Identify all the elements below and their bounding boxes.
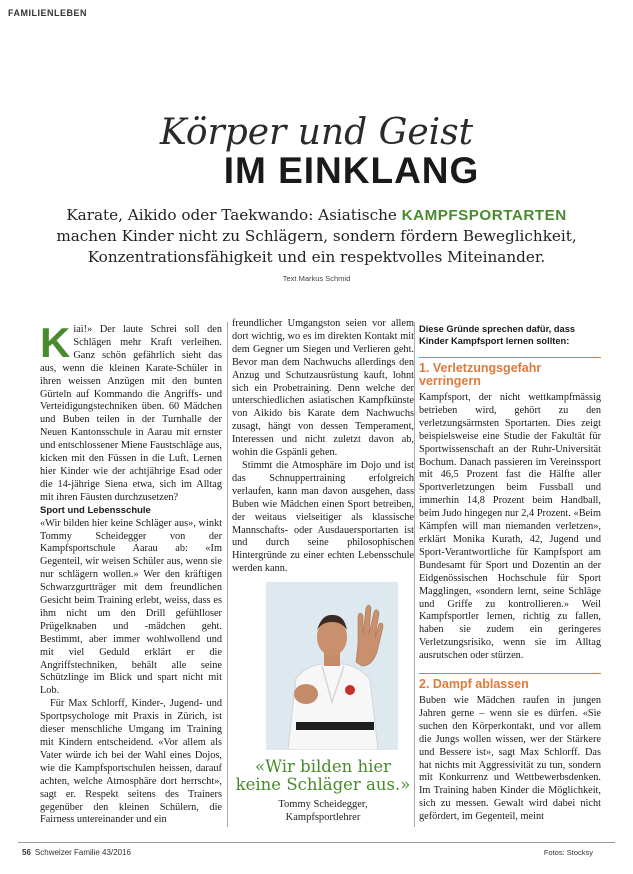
col1-paragraph-1 (40, 319, 222, 505)
pull-quote: «Wir bilden hier keine Schläger aus.» (235, 757, 411, 794)
section-label: FAMILIENLEBEN (8, 8, 88, 18)
pull-quote-attribution (232, 798, 414, 824)
photo-credit: Fotos: Stocksy (543, 848, 593, 857)
column-divider-1 (227, 322, 228, 827)
sidebar-rule-2 (419, 673, 601, 674)
karate-teacher-photo (266, 582, 398, 750)
pull-quote-role: Kampfsportlehrer (285, 812, 361, 823)
col1-paragraph-3: Für Max Schlorff, Kinder-, Jugend- und Sportpsychologe mit Praxis in Zürich, ist dieser menschliche Umgang im Training mit Kindern entscheidend. «Vor allem als Vater würde ich bei der Wahl eines Dojos, wie die Kampfsportschulen heissen, darauf achten, welche Atmosphäre dort herrscht», sagt er. Respekt seitens des Trainers gegenüber den kleinen Schülern, die Fairness untereinander und ein (40, 698, 222, 826)
column-divider-2 (414, 322, 415, 827)
sidebar-intro: Diese Gründe sprechen dafür, dass Kinder Kampfsport lernen sollten: (419, 324, 576, 346)
karate-teacher-illustration (266, 582, 398, 750)
col2-paragraph-1: freundlicher Umgangston seien vor allem dort wichtig, wo es im direkten Kontakt mit dem Gegner um Siegen und Verlieren geht. Bevor man dem Nachwuchs allerdings den Anzug und Schutzausrüstung kauft, lohnt sich ein Probetraining. Denn welche der unterschiedlichen asiatischen Kampfkünste von Aikido bis Karate dem Nachwuchs zusagt, hängt von dessen Temperament, Interessen und nicht zuletzt davon ab, wohin die Gspänli gehen. (232, 318, 414, 459)
headline-line1: Körper und Geist (159, 112, 474, 153)
column-3-sidebar (419, 323, 601, 824)
footer-rule (18, 842, 615, 843)
byline: Text Markus Schmid (282, 274, 351, 283)
sidebar-paragraph-1: Kampfsport, der nicht wettkampfmässig betrieben wird, gehört zu den verletzungsärmsten Sportarten. Dies zeigt beispielsweise eine Studie der Fakultät für Sportwissenschaft an der Ruhr-Universität Bochum. Danach passieren im Vereinssport mit 46,5 Prozent fast die Hälfte aller Sportverletzungen beim Fussball und immerhin 14,8 Prozent beim Handball, beim Judo hingegen nur 2,4 Prozent. «Beim Kämpfen will man niemanden verletzen», erklärt Monika Kurath, 42, Jugend und Sport-Verantwortliche für Kampfsport am Bundesamt für Sport und Dozentin an der Eidgenössischen Hochschule für Sport Magglingen, «sondern lernt, seine Schläge und Griffe zu kontrollieren.» Weil Kampfsportler lernen, richtig zu fallen, haben sie zudem ein geringeres Verletzungsrisiko, wenn sie im Alltag ausrutschen oder stürzen. (419, 392, 601, 662)
sidebar-paragraph-2: Buben wie Mädchen raufen in jungen Jahren gerne – wenn sie es dürfen. «Sie suchen den Körperkontakt, und vor allem die Jungs wollen wissen, wer der Stärkere und Bessere ist», sagt Max Schlorff. Das hat nichts mit Aggressivität zu tun, sondern mit Konkurrenz und Wettbewerbsdenken. Im Training haben Kinder die Möglichkeit, sich zu messen. Gewalt wird dabei nicht gefördert, im Gegenteil, meint (419, 695, 601, 823)
column-2 (232, 318, 414, 576)
col2-paragraph-2: Stimmt die Atmosphäre im Dojo und ist das Schnuppertraining erfolgreich verlaufen, kann man davon ausgehen, dass Buben wie Mädchen einen Sport betreiben, der weitaus vielseitiger als klassische Mannschafts- oder Ausdauersportarten ist und durch seine philosophischen Hintergründe zu einer echten Lebensschule werden kann. (232, 459, 414, 575)
lead-keyword: KAMPFSPORTARTEN (401, 207, 567, 224)
page-number: 56 (22, 848, 31, 857)
column-1 (40, 319, 222, 827)
drop-cap: K (40, 319, 71, 366)
sidebar-heading-1: 1. Verletzungsgefahr verringern (419, 361, 542, 388)
col1-text-1: iai!» Der laute Schrei soll den Schlägen mehr Kraft verleihen. Ganz schön gefährlich sieht das aus, wenn die kleinen Karate-Schüler in ihren weissen Anzügen mit den bunten Gürteln auf Kommando die Angriffs- und Verteidigungstechniken üben. 60 Mädchen und Buben teilen in der Turnhalle der Neuen Kantonsschule in Aarau mit ernster und entschlossener Miene Faustschläge aus, kicken mit den Füssen in die Luft. Lernen hier Kinder wie der achtjährige Esad oder die 14-jährige Siena etwa, sich im Alltag mit ihren Fäusten durchzusetzen? (40, 324, 222, 503)
footer-left (22, 848, 131, 857)
col1-paragraph-2: «Wir bilden hier keine Schläger aus», winkt Tommy Scheidegger von der Kampfsportschule Aarau ab: «Im Gegenteil, wir weisen Schüler aus, wenn sie nur schlägern wollen.» Wer den kräftigen Schwarzgurtträger mit dem freundlichen Gesicht beim Training erlebt, weiss, dass es ihm nicht um den Drill gefühlloser Prügelknaben und -mädchen geht. Bestimmt, aber immer wohlwollend und mit viel Geduld erklärt er die Angriffstechniken, behält alle seine Schützlinge im Blick und spart nicht mit Lob. (40, 517, 222, 697)
pull-quote-name: Tommy Scheidegger, (278, 799, 368, 810)
publication-name: Schweizer Familie 43/2016 (34, 848, 131, 857)
lead-part1: Karate, Aikido oder Taekwando: Asiatische (66, 206, 397, 224)
col1-subhead: Sport und Lebensschule (40, 504, 151, 516)
sidebar-heading-2: 2. Dampf ablassen (419, 677, 529, 692)
sidebar-rule-1 (419, 357, 601, 358)
lead-part2: machen Kinder nicht zu Schlägern, sondern fördern Beweglichkeit, Konzentrationsfähigkeit und ein respektvolles Miteinander. (56, 227, 577, 266)
lead-paragraph (50, 205, 583, 268)
headline-line2: IM EINKLANG (223, 150, 480, 191)
